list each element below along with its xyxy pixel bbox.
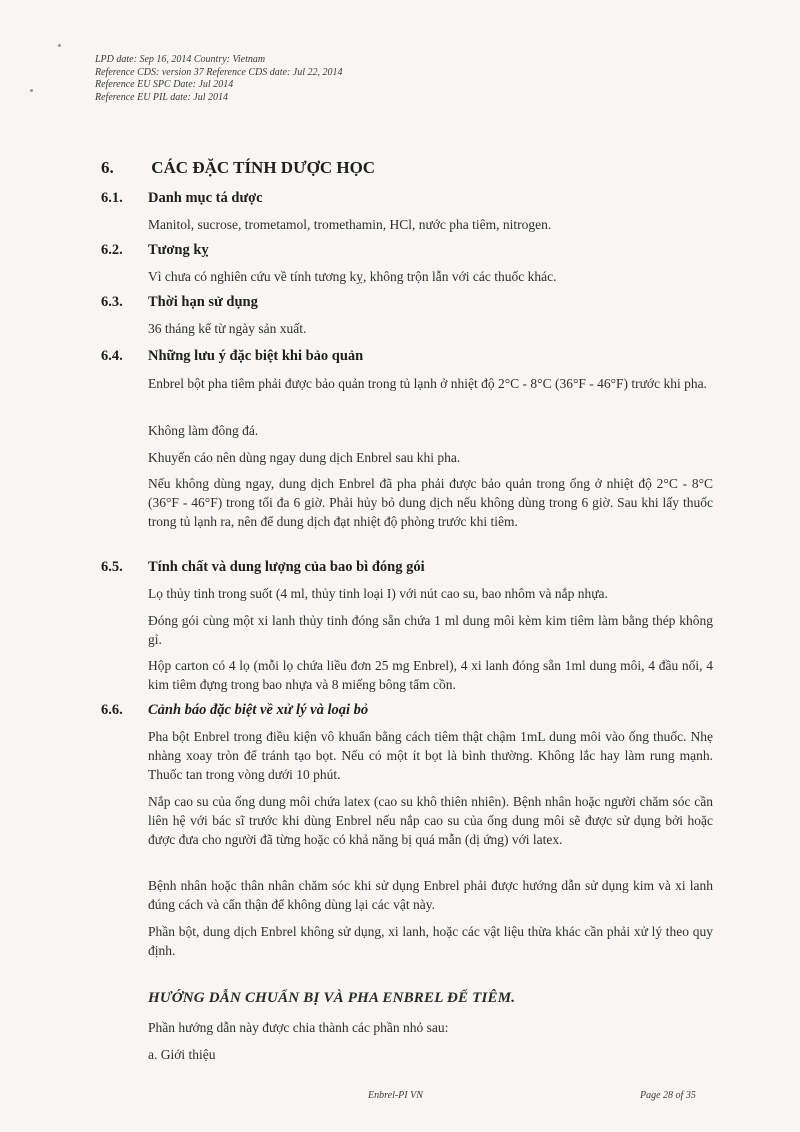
section-number: 6.6.: [101, 702, 123, 718]
scan-speck: [30, 89, 33, 92]
instructions-heading: HƯỚNG DẪN CHUẨN BỊ VÀ PHA ENBREL ĐỂ TIÊM.: [148, 990, 516, 1006]
paragraph: Không làm đông đá.: [148, 423, 259, 438]
section-number: 6.: [101, 158, 114, 177]
meta-line: Reference EU SPC Date: Jul 2014: [95, 79, 234, 90]
meta-line: Reference CDS: version 37 Reference CDS date: Jul 22, 2014: [95, 66, 343, 78]
document-header-meta: [95, 54, 343, 104]
section-number: 6.2.: [101, 242, 123, 258]
paragraph: Enbrel bột pha tiêm phải được bảo quản trong tủ lạnh ở nhiệt độ 2°C - 8°C (36°F - 46°F) trước khi pha.: [148, 376, 707, 391]
instructions-intro: Phần hướng dẫn này được chia thành các phần nhỏ sau:: [148, 1020, 449, 1035]
section-6-heading: [101, 158, 375, 178]
section-6-6-heading: [101, 702, 721, 719]
paragraph: Manitol, sucrose, trometamol, tromethamin, HCl, nước pha tiêm, nitrogen.: [148, 217, 552, 232]
section-6-5-heading: [101, 559, 721, 576]
paragraph: Lọ thủy tinh trong suốt (4 ml, thủy tinh loại I) với nút cao su, bao nhôm và nắp nhựa.: [148, 586, 608, 601]
footer-document-id: Enbrel-PI VN: [368, 1090, 423, 1101]
section-number: 6.1.: [101, 190, 123, 206]
instructions-list-item: a. Giới thiệu: [148, 1047, 216, 1062]
footer-page-number: Page 28 of 35: [640, 1090, 696, 1101]
section-title: Tương kỵ: [148, 242, 209, 258]
meta-line: Reference EU PIL date: Jul 2014: [95, 91, 229, 103]
paragraph: Nếu không dùng ngay, dung dịch Enbrel đã pha phải được bảo quản trong ống ở nhiệt độ 2°C - 8°C (36°F - 46°F) trong tối đa 6 giờ. Phải hủy bỏ dung dịch nếu không dùng trong 6 giờ. Sau khi lấy thuốc trong tủ lạnh ra, nên để dung dịch đạt nhiệt độ phòng trước khi tiêm.: [148, 476, 713, 529]
section-6-2-heading: [101, 242, 721, 259]
paragraph: Hộp carton có 4 lọ (mỗi lọ chứa liều đơn 25 mg Enbrel), 4 xi lanh đóng sẵn 1ml dung môi, 4 đầu nối, 4 kim tiêm đựng trong bao nhựa và 8 miếng bông tẩm cồn.: [148, 658, 713, 692]
scan-speck: [58, 44, 61, 47]
paragraph: Đóng gói cùng một xi lanh thủy tinh đóng sẵn chứa 1 ml dung môi kèm kim tiêm làm bằng thép không gỉ.: [148, 613, 713, 647]
paragraph: Vì chưa có nghiên cứu về tính tương kỵ, không trộn lẫn với các thuốc khác.: [148, 269, 557, 284]
paragraph: Khuyến cáo nên dùng ngay dung dịch Enbrel sau khi pha.: [148, 450, 461, 465]
section-title: Danh mục tá dược: [148, 190, 263, 206]
section-6-4-heading: [101, 348, 721, 365]
section-number: 6.3.: [101, 294, 123, 310]
section-title: Tính chất và dung lượng của bao bì đóng gói: [148, 559, 425, 575]
section-title: Cảnh báo đặc biệt về xử lý và loại bỏ: [148, 702, 369, 718]
section-number: 6.4.: [101, 348, 123, 364]
paragraph: Nắp cao su của ống dung môi chứa latex (cao su khô thiên nhiên). Bệnh nhân hoặc người chăm sóc cần liên hệ với bác sĩ trước khi dùng Enbrel nếu nắp cao su của ống dung môi sẽ được sử dụng bởi hoặc được đưa cho người đã từng hoặc có khả năng bị quá mẫn (dị ứng) với latex.: [148, 794, 713, 847]
paragraph: Bệnh nhân hoặc thân nhân chăm sóc khi sử dụng Enbrel phải được hướng dẫn sử dụng kim và xi lanh đúng cách và cẩn thận để không dùng lại các vật này.: [148, 878, 713, 912]
section-title: Những lưu ý đặc biệt khi bảo quản: [148, 348, 364, 364]
paragraph: Phần bột, dung dịch Enbrel không sử dụng, xi lanh, hoặc các vật liệu thừa khác cần phải xử lý theo quy định.: [148, 924, 713, 958]
section-number: 6.5.: [101, 559, 123, 575]
paragraph: 36 tháng kể từ ngày sản xuất.: [148, 321, 307, 336]
section-title: Thời hạn sử dụng: [148, 294, 258, 310]
section-6-1-heading: [101, 190, 721, 207]
section-title: CÁC ĐẶC TÍNH DƯỢC HỌC: [151, 158, 376, 177]
section-6-3-heading: [101, 294, 721, 311]
paragraph: Pha bột Enbrel trong điều kiện vô khuẩn bằng cách tiêm thật chậm 1mL dung môi vào ống thuốc. Nhẹ nhàng xoay tròn để tránh tạo bọt. Nếu có một ít bọt là bình thường. Không lắc hay làm rung mạnh. Thuốc tan trong vòng dưới 10 phút.: [148, 729, 713, 782]
meta-line: LPD date: Sep 16, 2014 Country: Vietnam: [95, 54, 266, 65]
